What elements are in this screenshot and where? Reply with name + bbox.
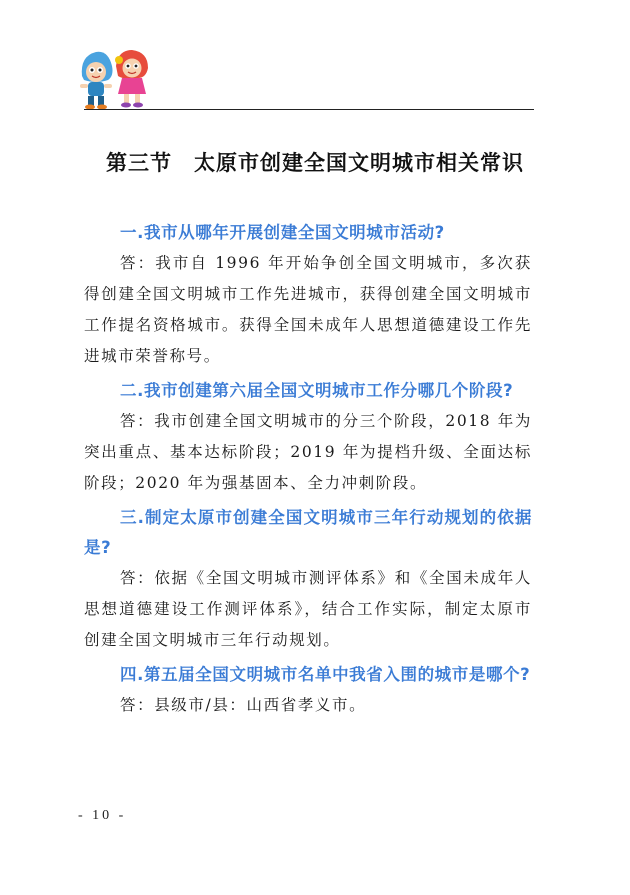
header-divider [84,109,534,110]
qa-item [84,660,532,721]
page-title: 第三节 太原市创建全国文明城市相关常识 [106,151,524,175]
qa-item [84,218,532,372]
qa-section [84,218,532,725]
pink-mascot-icon [115,50,148,108]
qa-item [84,376,532,499]
answer-paragraph: 答：县级市/县：山西省孝义市。 [120,696,367,714]
question-heading: 四.第五届全国文明城市名单中我省入围的城市是哪个? [120,665,531,684]
question-heading: 二.我市创建第六届全国文明城市工作分哪几个阶段? [120,381,514,400]
question-heading: 一.我市从哪年开展创建全国文明城市活动? [120,223,445,242]
answer-paragraph: 答：我市自 1996 年开始争创全国文明城市，多次获得创建全国文明城市工作先进城市，获得创建全国文明城市工作提名资格城市。获得全国未成年人思想道德建设工作先进城市荣誉称号。 [84,254,532,365]
answer-paragraph: 答：我市创建全国文明城市的分三个阶段，2018 年为突出重点、基本达标阶段；2019 年为提档升级、全面达标阶段；2020 年为强基固本、全力冲刺阶段。 [84,412,532,492]
qa-item [84,503,532,656]
answer-paragraph: 答：依据《全国文明城市测评体系》和《全国未成年人思想道德建设工作测评体系》，结合工作实际，制定太原市创建全国文明城市三年行动规划。 [84,569,532,649]
question-heading: 三.制定太原市创建全国文明城市三年行动规划的依据是? [84,508,532,557]
mascot-pair-icon [72,46,154,112]
blue-mascot-icon [80,52,113,110]
page-number: - 10 - [78,808,127,823]
